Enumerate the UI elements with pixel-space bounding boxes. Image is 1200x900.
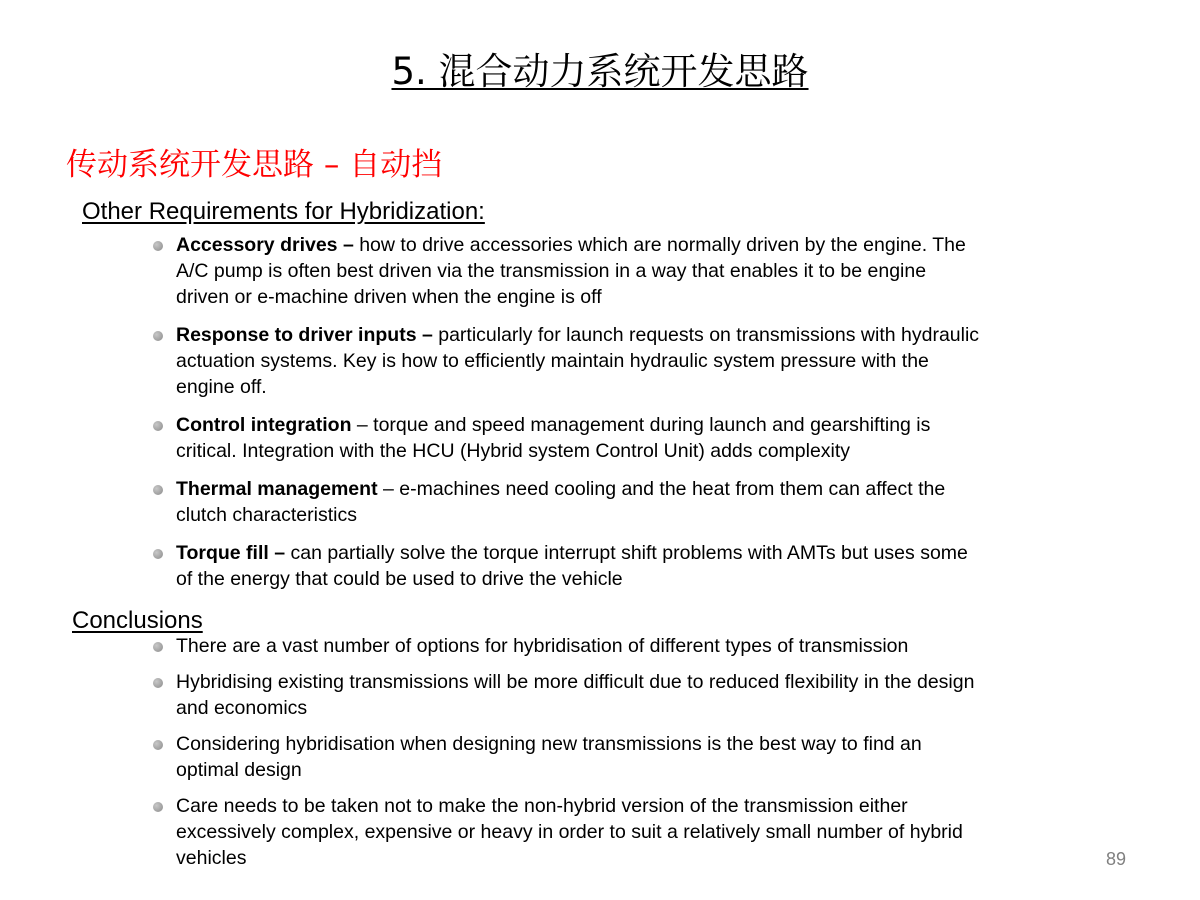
requirement-text: – e-machines need cooling and the heat from them can affect the clutch characteristics — [176, 478, 946, 526]
slide-subtitle: 传动系统开发思路 – 自动挡 — [66, 147, 443, 183]
requirement-term: Torque fill – — [176, 542, 286, 564]
bullet-dot-icon — [153, 241, 163, 251]
requirement-text: particularly for launch requests on transmissions with hydraulic actuation systems. Key is how to efficiently maintain hydraulic system pressure with the engine off. — [176, 324, 980, 398]
requirement-item-torque-fill — [150, 540, 980, 592]
bullet-dot-icon — [153, 331, 163, 341]
requirement-text: – torque and speed management during launch and gearshifting is critical. Integration with the HCU (Hybrid system Control Unit) adds complexity — [176, 414, 931, 462]
requirements-heading: Other Requirements for Hybridization: — [82, 198, 485, 225]
requirement-item-control-integration — [150, 412, 980, 464]
conclusions-list — [150, 633, 980, 881]
requirement-term: Control integration — [176, 414, 352, 436]
bullet-dot-icon — [153, 802, 163, 812]
conclusion-item — [150, 731, 980, 783]
page-number: 89 — [1106, 849, 1127, 869]
bullet-dot-icon — [153, 642, 163, 652]
conclusion-item — [150, 669, 980, 721]
bullet-dot-icon — [153, 485, 163, 495]
requirement-item-thermal-management — [150, 476, 980, 528]
conclusion-item — [150, 633, 980, 659]
requirement-term: Accessory drives – — [176, 234, 354, 256]
conclusions-heading: Conclusions — [72, 607, 203, 634]
requirement-text: can partially solve the torque interrupt shift problems with AMTs but uses some of the energy that could be used to drive the vehicle — [176, 542, 968, 590]
requirement-item-response-to-driver-inputs — [150, 322, 980, 400]
bullet-dot-icon — [153, 740, 163, 750]
requirement-term: Response to driver inputs – — [176, 324, 433, 346]
requirement-term: Thermal management — [176, 478, 378, 500]
conclusion-item — [150, 793, 980, 871]
requirements-list — [150, 232, 980, 604]
bullet-dot-icon — [153, 549, 163, 559]
requirement-text: how to drive accessories which are normally driven by the engine. The A/C pump is often best driven via the transmission in a way that enables it to be engine driven or e-machine driven when the engine is off — [176, 234, 966, 308]
conclusion-text: Hybridising existing transmissions will be more difficult due to reduced flexibility in the design and economics — [176, 671, 975, 719]
conclusion-text: Care needs to be taken not to make the non-hybrid version of the transmission either excessively complex, expensive or heavy in order to suit a relatively small number of hybrid vehicles — [176, 795, 963, 869]
bullet-dot-icon — [153, 421, 163, 431]
bullet-dot-icon — [153, 678, 163, 688]
slide-title: 5. 混合动力系统开发思路 — [391, 50, 809, 93]
requirement-item-accessory-drives — [150, 232, 980, 310]
conclusion-text: Considering hybridisation when designing new transmissions is the best way to find an optimal design — [176, 733, 922, 781]
conclusion-text: There are a vast number of options for hybridisation of different types of transmission — [176, 635, 909, 657]
